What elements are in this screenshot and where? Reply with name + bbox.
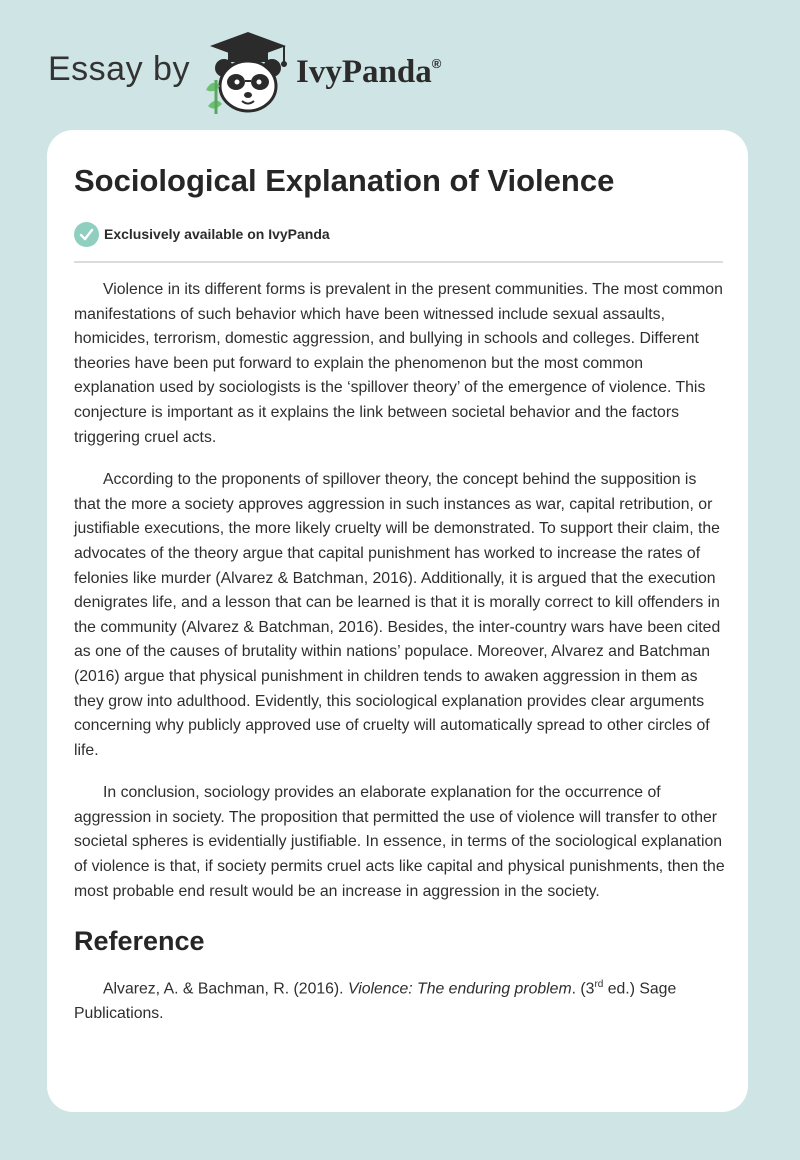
panda-logo-icon[interactable] — [198, 30, 294, 114]
registered-mark: ® — [431, 56, 442, 71]
reference-heading: Reference — [74, 926, 205, 957]
reference-entry — [74, 973, 726, 1026]
checkmark-icon — [74, 222, 99, 247]
essay-paragraph: Violence in its different forms is prevalent in the present communities. The most common manifestations of such behavior which have been witnessed include sexual assaults, homicides, terrorism, domestic aggression, and bullying in schools and colleges. Different theories have been put forward to explain the phenomenon but the most common explanation used by sociologists is the ‘spillover theory’ of the emergence of violence. This conjecture is important as it explains the link between societal behavior and the factors triggering cruel acts. — [74, 281, 723, 446]
page-title: Sociological Explanation of Violence — [74, 163, 615, 198]
reference-book-title: Violence: The enduring problem — [347, 980, 572, 998]
reference-authors: Alvarez, A. & Bachman, R. (2016). — [103, 980, 348, 998]
brand-name[interactable] — [296, 54, 441, 91]
reference-edition-prefix: . (3 — [571, 980, 595, 998]
exclusive-badge — [74, 221, 330, 247]
divider — [74, 261, 723, 263]
reference-publisher: ed.) Sage Publications. — [74, 980, 677, 1023]
essay-by-label: Essay by — [48, 50, 190, 88]
reference-edition-suffix: rd — [594, 979, 604, 991]
essay-paragraph: According to the proponents of spillover theory, the concept behind the supposition is that the more a society approves aggression in such instances as war, capital retribution, or justifiable executions, the more likely cruelty will be demonstrated. To support their claim, the advocates of the theory argue that capital punishment has worked to increase the rates of felonies like murder (Alvarez & Batchman, 2016). Additionally, it is argued that the execution denigrates life, and a lesson that can be learned is that it is morally correct to kill offenders in the community (Alvarez & Batchman, 2016). Besides, the inter-country wars have been cited as one of the causes of brutality within nations’ populace. Moreover, Alvarez and Batchman (2016) argue that physical punishment in children tends to awaken aggression in them as they grow into adulthood. Evidently, this sociological explanation provides clear arguments concerning why publicly approved use of cruelty will automatically spread to other circles of life. — [74, 471, 721, 759]
essay-body — [74, 278, 726, 1027]
exclusive-badge-label: Exclusively available on IvyPanda — [104, 226, 330, 242]
site-header — [0, 0, 800, 130]
brand-name-text: IvyPanda — [296, 54, 432, 90]
essay-paragraph: In conclusion, sociology provides an elaborate explanation for the occurrence of aggression in society. The proposition that permitted the use of violence will transfer to other societal spheres is evidentially justifiable. In essence, in terms of the sociological explanation of violence is that, if society permits cruel acts like capital and physical punishments, then the most probable end result would be an increase in aggression in the society. — [74, 784, 725, 900]
essay-card — [47, 130, 748, 1112]
